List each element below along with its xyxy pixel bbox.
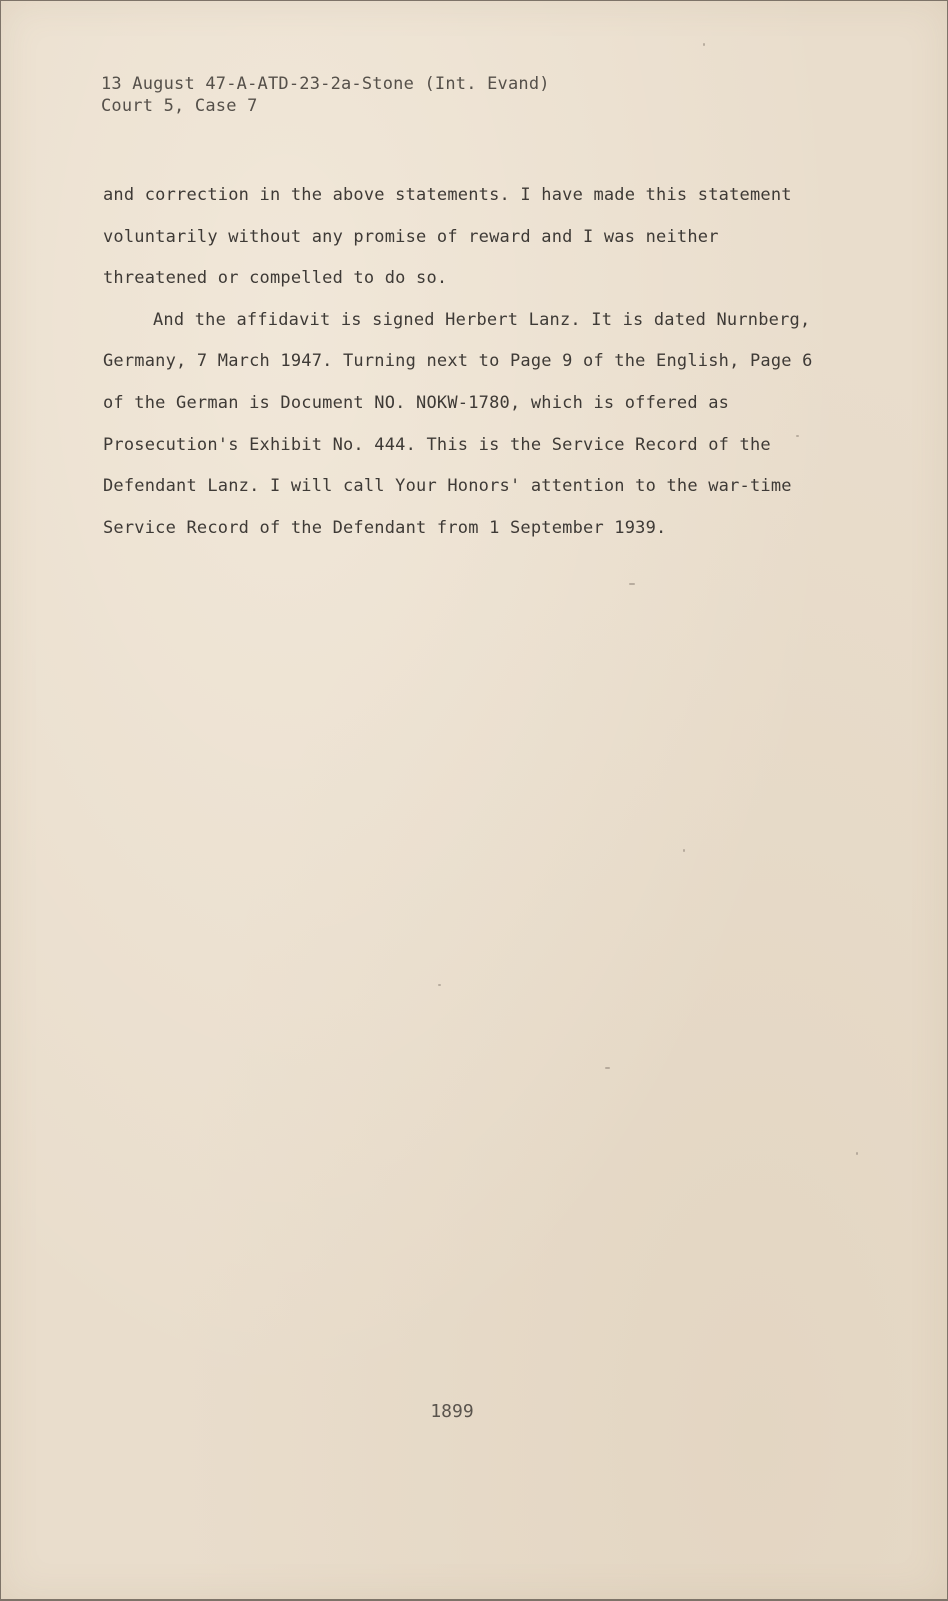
- body-line: Prosecution's Exhibit No. 444. This is the Service Record of the: [103, 434, 771, 455]
- page-number: 1899: [430, 1401, 474, 1422]
- header-reference-line: 13 August 47-A-ATD-23-2a-Stone (Int. Evand): [101, 74, 550, 94]
- body-line: Defendant Lanz. I will call Your Honors' attention to the war-time: [103, 476, 792, 497]
- transcript-body: [103, 175, 823, 549]
- paper-speck: [683, 849, 685, 852]
- paper-speck: [438, 984, 441, 986]
- header-court-line: Court 5, Case 7: [101, 96, 258, 116]
- body-line: threatened or compelled to do so.: [103, 268, 448, 289]
- body-line: and correction in the above statements. I have made this statement: [103, 185, 792, 205]
- body-line-paragraph-start: And the affidavit is signed Herbert Lanz. It is dated Nurnberg,: [153, 309, 811, 330]
- paper-speck: [796, 435, 799, 437]
- paper-speck: [605, 1067, 610, 1069]
- paper-speck: [856, 1152, 858, 1155]
- paper-speck: [703, 43, 705, 46]
- page-header: [101, 73, 550, 117]
- paper-speck: [629, 583, 635, 585]
- body-line: of the German is Document NO. NOKW-1780, which is offered as: [103, 392, 730, 413]
- document-page: [1, 1, 947, 1599]
- body-line: Service Record of the Defendant from 1 September 1939.: [103, 517, 667, 538]
- body-line: Germany, 7 March 1947. Turning next to Page 9 of the English, Page 6: [103, 351, 813, 372]
- body-line: voluntarily without any promise of reward and I was neither: [103, 226, 719, 247]
